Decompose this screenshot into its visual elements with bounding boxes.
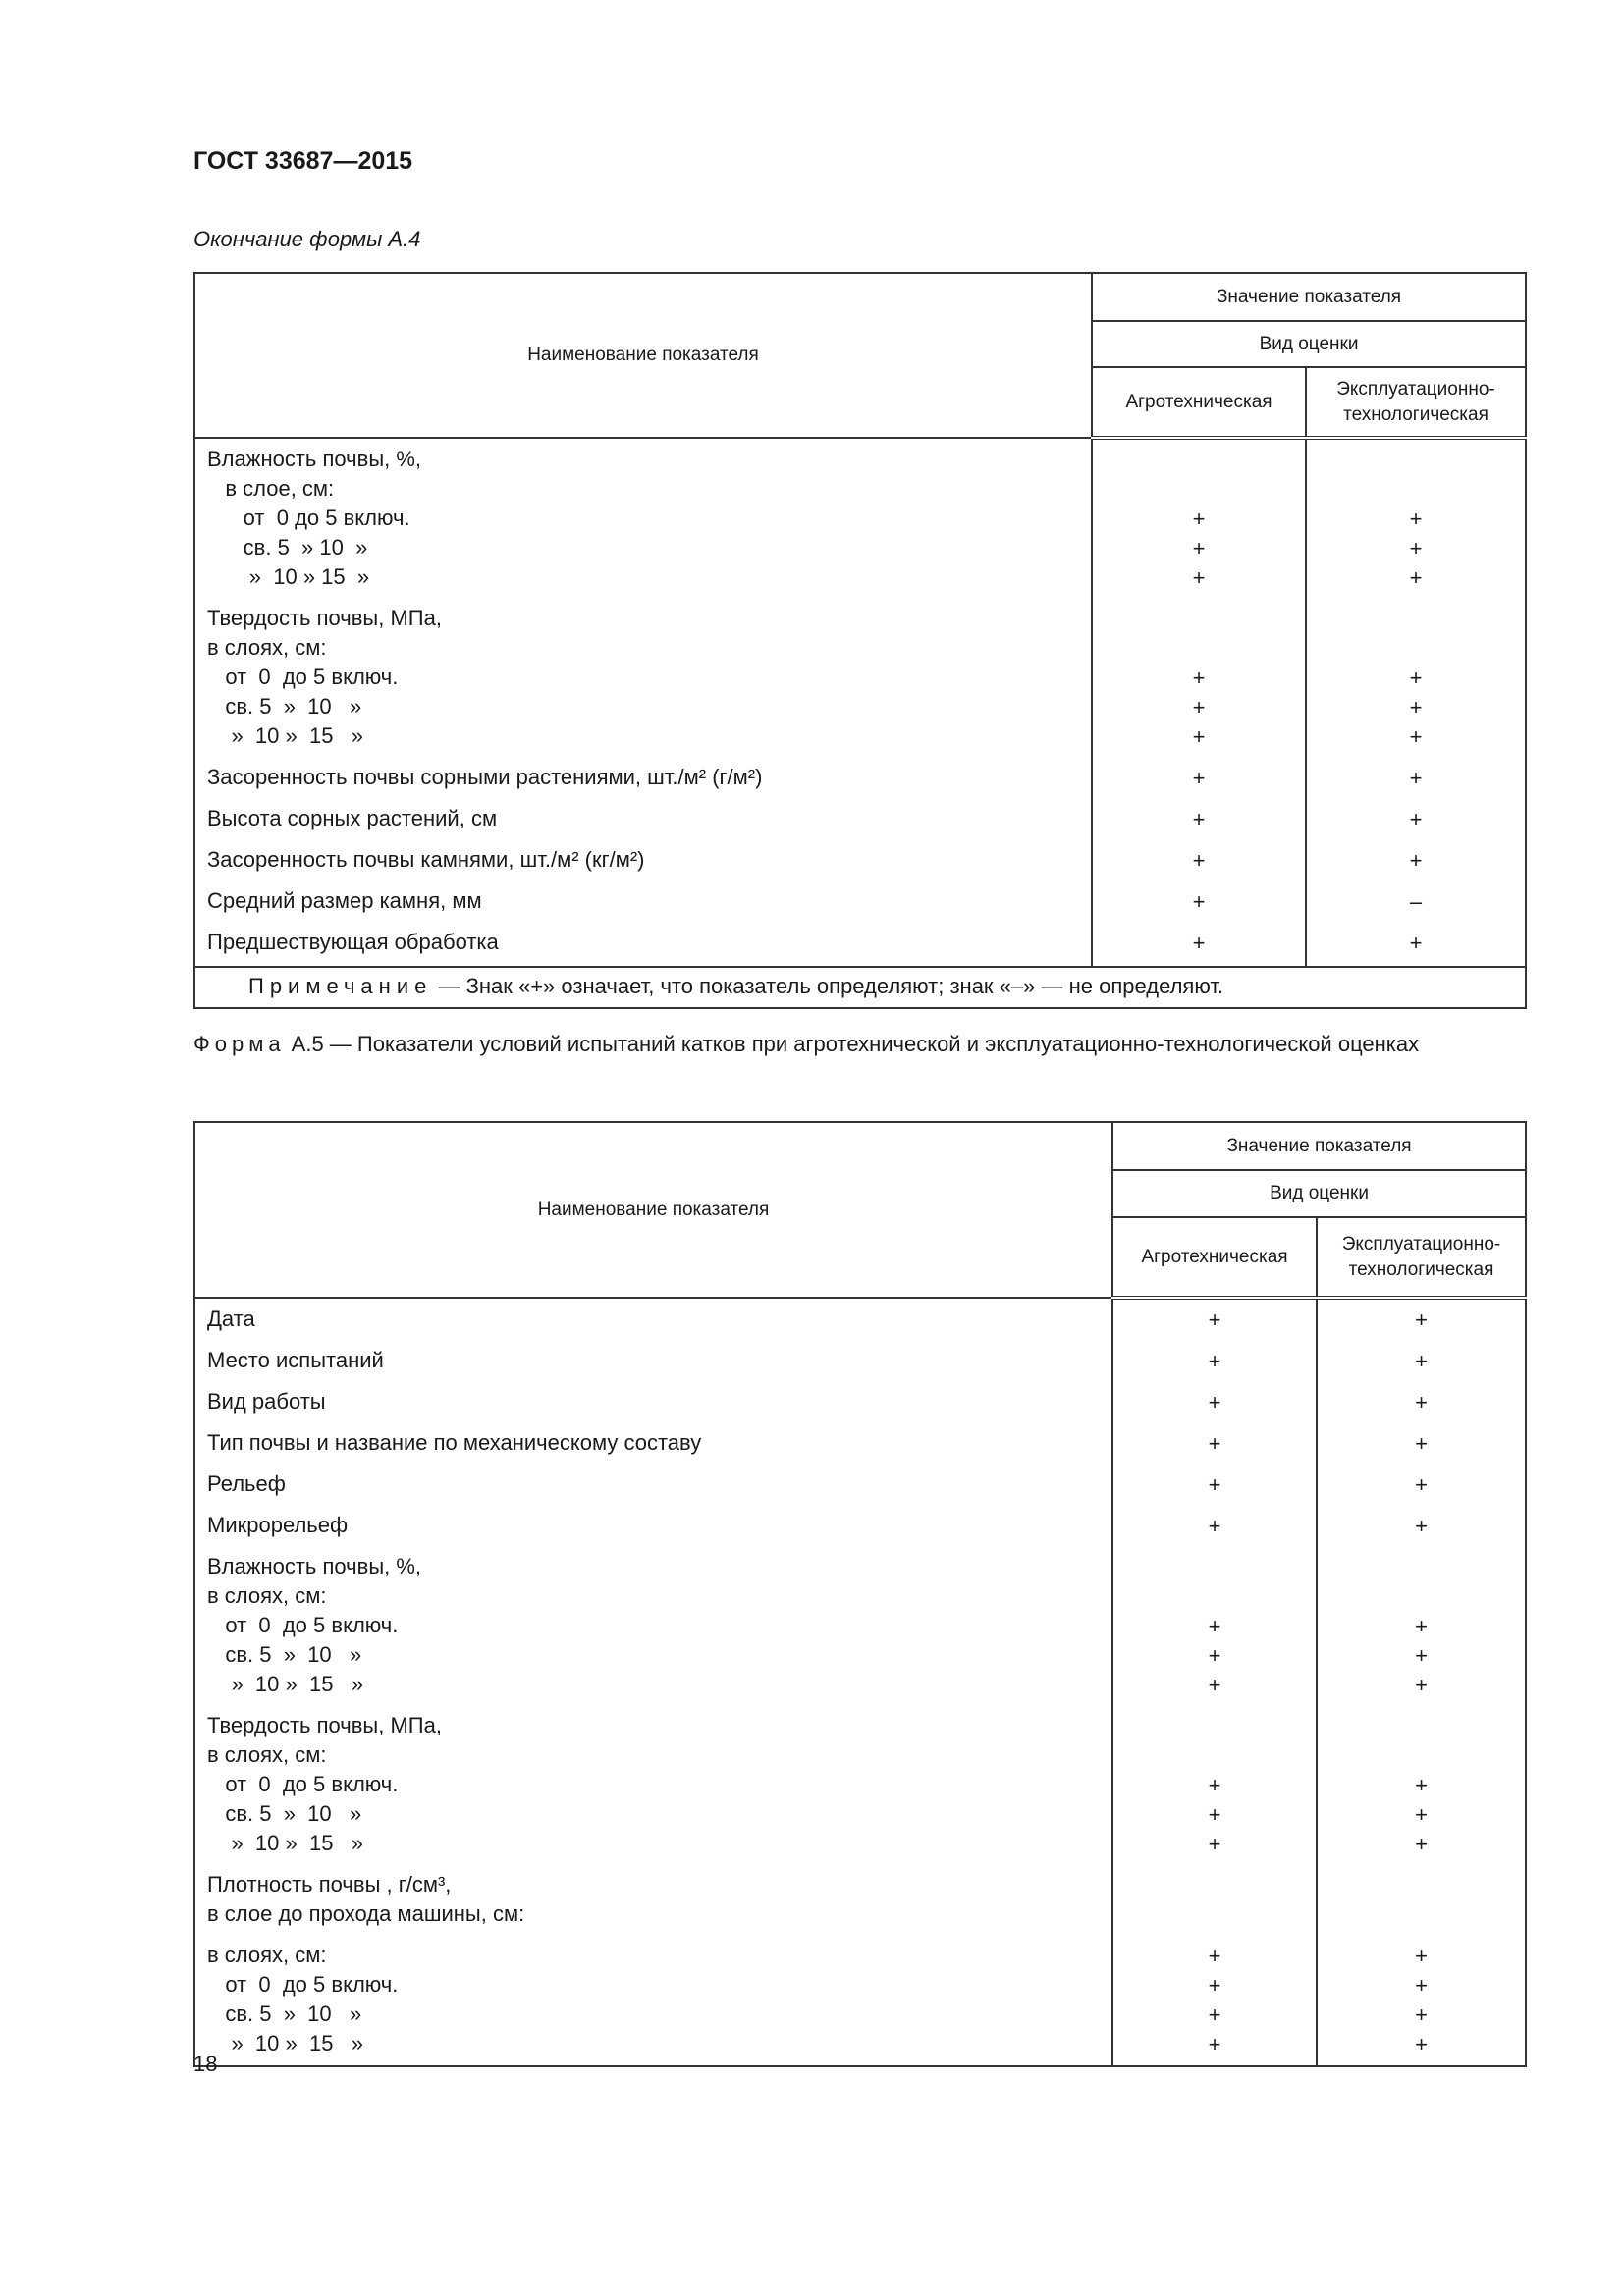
row-label: от 0 до 5 включ. (207, 665, 399, 689)
row-value: + (1192, 565, 1206, 590)
row-group (1113, 1871, 1316, 1930)
row-label: в слое до прохода машины, см: (207, 1901, 525, 1926)
row-value: + (1192, 766, 1206, 790)
a4-name-column (194, 438, 1092, 967)
row-value: + (1409, 507, 1423, 531)
row-group (1113, 1470, 1316, 1500)
a5-header-eval-type: Вид оценки (1112, 1170, 1526, 1217)
row-group (1307, 929, 1525, 958)
row-label: Засоренность почвы камнями, шт./м² (кг/м²) (207, 847, 645, 872)
document-header: ГОСТ 33687—2015 (193, 147, 413, 175)
row-group (1093, 446, 1305, 593)
row-label: Тип почвы и название по механическому составу (207, 1430, 702, 1455)
row-label: св. 5 » 10 » (207, 1801, 362, 1826)
row-value: + (1208, 1673, 1221, 1697)
a5-name-column (194, 1298, 1112, 2066)
a5-agro-column (1112, 1298, 1317, 2066)
row-label: Вид работы (207, 1389, 326, 1414)
row-value: + (1192, 536, 1206, 561)
row-value (1318, 1553, 1525, 1582)
header-name-column: Наименование показателя (194, 273, 1092, 438)
row-value: + (1409, 565, 1423, 590)
row-value (1093, 475, 1305, 505)
row-group (1318, 1712, 1525, 1859)
header-exploit (1306, 367, 1526, 438)
row-group (1113, 1712, 1316, 1859)
row-group (1093, 805, 1305, 834)
row-label: Плотность почвы , г/см³, (207, 1872, 452, 1896)
row-group (1093, 605, 1305, 752)
row-value (1113, 1741, 1316, 1771)
row-value: + (1208, 1643, 1221, 1668)
row-value: + (1415, 1944, 1428, 1968)
row-label: » 10 » 15 » (207, 2031, 363, 2056)
row-value: + (1192, 889, 1206, 914)
row-label: св. 5 » 10 » (207, 694, 362, 719)
row-value: + (1415, 1973, 1428, 1998)
row-value: + (1192, 848, 1206, 873)
row-group (1113, 1553, 1316, 1700)
row-label: Рельеф (207, 1471, 286, 1496)
row-group (207, 445, 1091, 592)
row-group (1113, 1942, 1316, 2059)
form-a5-title (193, 1029, 1525, 1059)
row-value: + (1409, 695, 1423, 720)
page-number: 18 (193, 2052, 218, 2076)
row-value: + (1415, 1431, 1428, 1456)
row-value (1113, 1553, 1316, 1582)
row-label: св. 5 » 10 » (207, 2002, 362, 2026)
row-group (1113, 1512, 1316, 1541)
row-value: + (1192, 724, 1206, 749)
row-value: + (1192, 507, 1206, 531)
form-a4-table (193, 272, 1527, 1009)
row-label: св. 5 » 10 » (207, 1642, 362, 1667)
row-group (207, 928, 1091, 957)
form-a5-label: Форма (193, 1032, 286, 1056)
row-label: Предшествующая обработка (207, 930, 499, 954)
row-value: + (1208, 2002, 1221, 2027)
row-value (1318, 1741, 1525, 1771)
row-value: + (1415, 1349, 1428, 1373)
row-group (1093, 764, 1305, 793)
a5-header-exploit-line2: технологическая (1348, 1258, 1494, 1280)
row-value: + (1208, 1514, 1221, 1538)
row-label: Влажность почвы, %, (207, 1554, 422, 1578)
row-value: + (1208, 1773, 1221, 1797)
continuation-caption: Окончание формы А.4 (193, 227, 421, 251)
row-value: + (1415, 1514, 1428, 1538)
row-value (1093, 634, 1305, 664)
row-label: в слоях, см: (207, 1943, 327, 1967)
row-value: + (1415, 1832, 1428, 1856)
row-group (1307, 846, 1525, 876)
row-value (1307, 446, 1525, 475)
a5-header-exploit-line1: Эксплуатационно- (1341, 1233, 1501, 1255)
row-value (1318, 1582, 1525, 1612)
row-group (207, 1711, 1111, 1858)
a5-exploit-column (1317, 1298, 1526, 2066)
row-value: + (1208, 1802, 1221, 1827)
row-value: + (1415, 1673, 1428, 1697)
row-group (1113, 1388, 1316, 1417)
row-label: от 0 до 5 включ. (207, 1972, 399, 1997)
row-value: – (1409, 889, 1423, 914)
row-group (207, 1469, 1111, 1499)
row-group (207, 886, 1091, 916)
row-group (1307, 605, 1525, 752)
row-group (1318, 1306, 1525, 1335)
row-group (207, 804, 1091, 833)
a4-agro-column (1092, 438, 1306, 967)
row-label: Микрорельеф (207, 1513, 349, 1537)
row-value: + (1415, 1643, 1428, 1668)
row-group (1318, 1429, 1525, 1459)
a4-exploit-column (1306, 438, 1526, 967)
row-label: » 10 » 15 » (207, 1672, 363, 1696)
row-group (1307, 887, 1525, 917)
row-value: + (1208, 1973, 1221, 1998)
row-value (1318, 1712, 1525, 1741)
row-value: + (1192, 807, 1206, 831)
header-agro: Агротехническая (1092, 367, 1306, 438)
row-group (207, 1941, 1111, 2058)
header-exploit-line1: Эксплуатационно- (1336, 378, 1495, 400)
row-group (1318, 1553, 1525, 1700)
row-group (207, 1387, 1111, 1416)
row-value (1093, 605, 1305, 634)
row-value: + (1208, 1431, 1221, 1456)
a5-header-value-group: Значение показателя (1112, 1122, 1526, 1170)
row-group (1318, 1871, 1525, 1930)
row-label: Твердость почвы, МПа, (207, 606, 442, 630)
row-value: + (1208, 1308, 1221, 1332)
row-label: » 10 » 15 » (207, 723, 363, 748)
row-value: + (1192, 931, 1206, 955)
row-value: + (1415, 2002, 1428, 2027)
row-value: + (1415, 1390, 1428, 1415)
a5-header-name-column: Наименование показателя (194, 1122, 1112, 1298)
row-value: + (1415, 1802, 1428, 1827)
a4-note (194, 967, 1526, 1008)
row-group (207, 1552, 1111, 1699)
row-value: + (1208, 1832, 1221, 1856)
row-label: Средний размер камня, мм (207, 888, 482, 913)
row-group (207, 1870, 1111, 1929)
row-value (1113, 1712, 1316, 1741)
row-value (1093, 446, 1305, 475)
row-value: + (1415, 1614, 1428, 1638)
row-group (1113, 1429, 1316, 1459)
row-label: от 0 до 5 включ. (207, 1772, 399, 1796)
row-value: + (1208, 1944, 1221, 1968)
row-value: + (1415, 1773, 1428, 1797)
note-label: Примечание (248, 974, 433, 998)
row-group (207, 1305, 1111, 1334)
row-value (1113, 1900, 1316, 1930)
row-group (1113, 1306, 1316, 1335)
row-value: + (1208, 1349, 1221, 1373)
row-value (1113, 1871, 1316, 1900)
row-group (1307, 446, 1525, 593)
row-value: + (1208, 1390, 1221, 1415)
row-label: Место испытаний (207, 1348, 384, 1372)
header-eval-type: Вид оценки (1092, 321, 1526, 367)
row-value: + (1409, 724, 1423, 749)
row-group (1093, 929, 1305, 958)
form-a5-text: А.5 — Показатели условий испытаний катков при агротехнической и эксплуатационно-технологической оценках (285, 1032, 1420, 1056)
row-value: + (1415, 1472, 1428, 1497)
a5-header-agro: Агротехническая (1112, 1217, 1317, 1298)
row-group (207, 845, 1091, 875)
row-group (1093, 846, 1305, 876)
row-value (1307, 634, 1525, 664)
row-group (207, 1428, 1111, 1458)
row-value: + (1192, 666, 1206, 690)
row-group (207, 1511, 1111, 1540)
row-value: + (1415, 2032, 1428, 2056)
row-label: в слоях, см: (207, 635, 327, 660)
header-value-group: Значение показателя (1092, 273, 1526, 321)
row-value: + (1409, 536, 1423, 561)
row-group (1113, 1347, 1316, 1376)
row-value: + (1409, 848, 1423, 873)
note-text: — Знак «+» означает, что показатель определяют; знак «–» — не определяют. (432, 974, 1224, 998)
row-value: + (1192, 695, 1206, 720)
row-value: + (1208, 2032, 1221, 2056)
row-label: Дата (207, 1307, 255, 1331)
row-label: » 10 » 15 » (207, 564, 370, 589)
row-value (1307, 475, 1525, 505)
row-group (1307, 805, 1525, 834)
row-label: в слоях, см: (207, 1742, 327, 1767)
row-label: Высота сорных растений, см (207, 806, 498, 830)
row-value: + (1409, 807, 1423, 831)
row-label: от 0 до 5 включ. (207, 1613, 399, 1637)
row-value: + (1208, 1472, 1221, 1497)
row-value (1113, 1582, 1316, 1612)
row-group (1093, 887, 1305, 917)
row-group (207, 604, 1091, 751)
row-group (1318, 1512, 1525, 1541)
row-label: » 10 » 15 » (207, 1831, 363, 1855)
row-value: + (1409, 766, 1423, 790)
row-value (1307, 605, 1525, 634)
row-value: + (1409, 666, 1423, 690)
header-exploit-line2: технологическая (1343, 403, 1489, 425)
row-label: Влажность почвы, %, (207, 447, 422, 471)
row-label: от 0 до 5 включ. (207, 506, 410, 530)
row-label: в слое, см: (207, 476, 335, 501)
row-value: + (1409, 931, 1423, 955)
row-value: + (1415, 1308, 1428, 1332)
row-group (1318, 1347, 1525, 1376)
row-group (207, 1346, 1111, 1375)
row-value: + (1208, 1614, 1221, 1638)
row-value (1318, 1900, 1525, 1930)
row-label: в слоях, см: (207, 1583, 327, 1608)
row-group (1318, 1388, 1525, 1417)
form-a5-table (193, 1121, 1527, 2067)
row-label: Засоренность почвы сорными растениями, шт./м² (г/м²) (207, 765, 763, 789)
row-group (1307, 764, 1525, 793)
row-group (1318, 1470, 1525, 1500)
row-group (207, 763, 1091, 792)
row-label: Твердость почвы, МПа, (207, 1713, 442, 1737)
row-value (1318, 1871, 1525, 1900)
row-group (1318, 1942, 1525, 2059)
row-label: св. 5 » 10 » (207, 535, 368, 560)
a5-header-exploit (1317, 1217, 1526, 1298)
